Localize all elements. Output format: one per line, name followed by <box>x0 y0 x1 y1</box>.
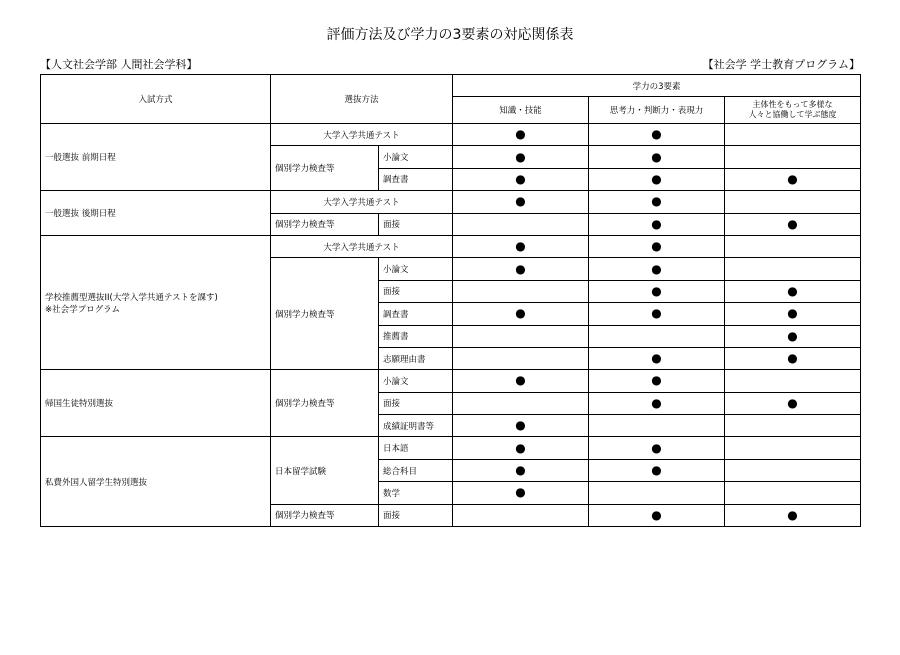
mark-cell <box>589 124 725 146</box>
mark-dot-icon: ● <box>651 194 662 209</box>
selection-method-cell: 個別学力検査等 <box>271 146 379 191</box>
mark-cell <box>589 213 725 235</box>
selection-method-cell: 個別学力検査等 <box>271 370 379 437</box>
mark-cell <box>589 258 725 280</box>
table-row <box>41 437 861 459</box>
mark-cell <box>725 303 861 325</box>
mark-dot-icon: ● <box>651 351 662 366</box>
header-three-elements: 学力の3要素 <box>453 75 861 97</box>
mark-cell <box>725 482 861 504</box>
header-selection-method: 選抜方法 <box>271 75 453 124</box>
mark-cell <box>725 146 861 168</box>
mark-cell <box>589 146 725 168</box>
mark-dot-icon: ● <box>787 306 798 321</box>
table-row <box>41 191 861 213</box>
mark-dot-icon: ● <box>651 463 662 478</box>
mark-cell <box>589 415 725 437</box>
faculty-label: 【人文社会学部 人間社会学科】 <box>40 58 198 71</box>
admission-method-name: 学校推薦型選抜II(大学入学共通テストを課す) <box>45 292 218 303</box>
mark-cell <box>725 347 861 369</box>
mark-dot-icon: ● <box>651 216 662 231</box>
mark-cell <box>725 124 861 146</box>
mark-cell <box>725 213 861 235</box>
selection-item-cell: 面接 <box>379 280 453 302</box>
mark-cell <box>453 146 589 168</box>
mark-dot-icon: ● <box>651 127 662 142</box>
mark-cell <box>453 124 589 146</box>
mark-cell <box>453 437 589 459</box>
selection-item-cell: 小論文 <box>379 370 453 392</box>
evaluation-table <box>40 74 861 527</box>
mark-cell <box>589 168 725 190</box>
mark-dot-icon: ● <box>651 149 662 164</box>
mark-cell <box>453 325 589 347</box>
selection-item-cell: 調査書 <box>379 303 453 325</box>
mark-cell <box>725 437 861 459</box>
mark-dot-icon: ● <box>651 395 662 410</box>
mark-cell <box>725 235 861 257</box>
table-row <box>41 370 861 392</box>
mark-cell <box>725 504 861 526</box>
mark-cell <box>453 504 589 526</box>
header-thinking: 思考力・判断力・表現力 <box>589 97 725 124</box>
mark-cell <box>589 392 725 414</box>
mark-dot-icon: ● <box>515 373 526 388</box>
selection-item-cell: 日本語 <box>379 437 453 459</box>
mark-dot-icon: ● <box>787 171 798 186</box>
mark-dot-icon: ● <box>787 283 798 298</box>
mark-dot-icon: ● <box>651 440 662 455</box>
selection-method-cell: 個別学力検査等 <box>271 504 379 526</box>
admission-method-note: ※社会学プログラム <box>45 304 121 315</box>
mark-cell <box>453 482 589 504</box>
selection-method-cell: 個別学力検査等 <box>271 258 379 370</box>
mark-cell <box>725 191 861 213</box>
mark-cell <box>453 191 589 213</box>
mark-dot-icon: ● <box>787 507 798 522</box>
selection-item-cell: 成績証明書等 <box>379 415 453 437</box>
mark-cell <box>453 168 589 190</box>
mark-cell <box>453 370 589 392</box>
mark-cell <box>589 325 725 347</box>
mark-dot-icon: ● <box>515 239 526 254</box>
mark-dot-icon: ● <box>651 283 662 298</box>
mark-cell <box>453 258 589 280</box>
mark-dot-icon: ● <box>787 216 798 231</box>
mark-dot-icon: ● <box>787 351 798 366</box>
header-attitude-line2: 人々と協働して学ぶ態度 <box>748 110 837 119</box>
page-title: 評価方法及び学力の3要素の対応関係表 <box>326 27 574 43</box>
admission-method-cell <box>41 437 271 527</box>
mark-cell <box>589 280 725 302</box>
mark-cell <box>589 482 725 504</box>
mark-cell <box>725 325 861 347</box>
selection-method-cell: 日本留学試験 <box>271 437 379 504</box>
mark-cell <box>725 168 861 190</box>
mark-cell <box>589 437 725 459</box>
admission-method-cell <box>41 191 271 236</box>
selection-item-cell: 数学 <box>379 482 453 504</box>
mark-dot-icon: ● <box>787 328 798 343</box>
selection-item-cell: 面接 <box>379 213 453 235</box>
mark-cell <box>589 235 725 257</box>
selection-item-cell: 面接 <box>379 504 453 526</box>
admission-method-name: 一般選抜 後期日程 <box>45 209 116 220</box>
header-admission-method: 入試方式 <box>41 75 271 124</box>
mark-cell <box>725 392 861 414</box>
mark-dot-icon: ● <box>787 395 798 410</box>
mark-cell <box>453 392 589 414</box>
table-body <box>41 124 861 527</box>
mark-cell <box>453 213 589 235</box>
mark-dot-icon: ● <box>651 171 662 186</box>
admission-method-cell <box>41 124 271 191</box>
mark-dot-icon: ● <box>515 440 526 455</box>
selection-method-cell: 大学入学共通テスト <box>271 124 453 146</box>
mark-dot-icon: ● <box>651 261 662 276</box>
mark-dot-icon: ● <box>515 463 526 478</box>
admission-method-cell <box>41 370 271 437</box>
mark-cell <box>453 280 589 302</box>
header-knowledge: 知識・技能 <box>453 97 589 124</box>
mark-cell <box>453 459 589 481</box>
mark-dot-icon: ● <box>515 261 526 276</box>
selection-item-cell: 推薦書 <box>379 325 453 347</box>
mark-cell <box>589 504 725 526</box>
mark-cell <box>725 370 861 392</box>
mark-dot-icon: ● <box>515 127 526 142</box>
mark-dot-icon: ● <box>515 171 526 186</box>
selection-method-cell: 大学入学共通テスト <box>271 235 453 257</box>
mark-cell <box>453 303 589 325</box>
mark-dot-icon: ● <box>651 507 662 522</box>
mark-cell <box>453 347 589 369</box>
mark-dot-icon: ● <box>651 306 662 321</box>
mark-cell <box>453 235 589 257</box>
header-attitude <box>725 97 861 124</box>
program-label: 【社会学 学士教育プログラム】 <box>702 58 860 71</box>
mark-dot-icon: ● <box>515 194 526 209</box>
mark-cell <box>589 303 725 325</box>
selection-item-cell: 志願理由書 <box>379 347 453 369</box>
admission-method-name: 帰国生徒特別選抜 <box>45 399 114 410</box>
admission-method-cell <box>41 235 271 369</box>
mark-dot-icon: ● <box>651 239 662 254</box>
mark-dot-icon: ● <box>515 306 526 321</box>
selection-item-cell: 小論文 <box>379 146 453 168</box>
header-attitude-line1: 主体性をもって多様な <box>752 100 833 109</box>
table-row <box>41 235 861 257</box>
admission-method-name: 一般選抜 前期日程 <box>45 153 116 164</box>
selection-method-cell: 大学入学共通テスト <box>271 191 453 213</box>
mark-dot-icon: ● <box>651 373 662 388</box>
selection-item-cell: 総合科目 <box>379 459 453 481</box>
selection-item-cell: 調査書 <box>379 168 453 190</box>
selection-item-cell: 面接 <box>379 392 453 414</box>
mark-dot-icon: ● <box>515 418 526 433</box>
mark-cell <box>725 280 861 302</box>
mark-cell <box>725 258 861 280</box>
mark-cell <box>589 347 725 369</box>
mark-dot-icon: ● <box>515 485 526 500</box>
mark-cell <box>725 459 861 481</box>
selection-method-cell: 個別学力検査等 <box>271 213 379 235</box>
mark-cell <box>725 415 861 437</box>
admission-method-name: 私費外国人留学生特別選抜 <box>45 477 148 488</box>
mark-cell <box>589 191 725 213</box>
selection-item-cell: 小論文 <box>379 258 453 280</box>
mark-dot-icon: ● <box>515 149 526 164</box>
mark-cell <box>453 415 589 437</box>
table-row <box>41 124 861 146</box>
mark-cell <box>589 459 725 481</box>
mark-cell <box>589 370 725 392</box>
